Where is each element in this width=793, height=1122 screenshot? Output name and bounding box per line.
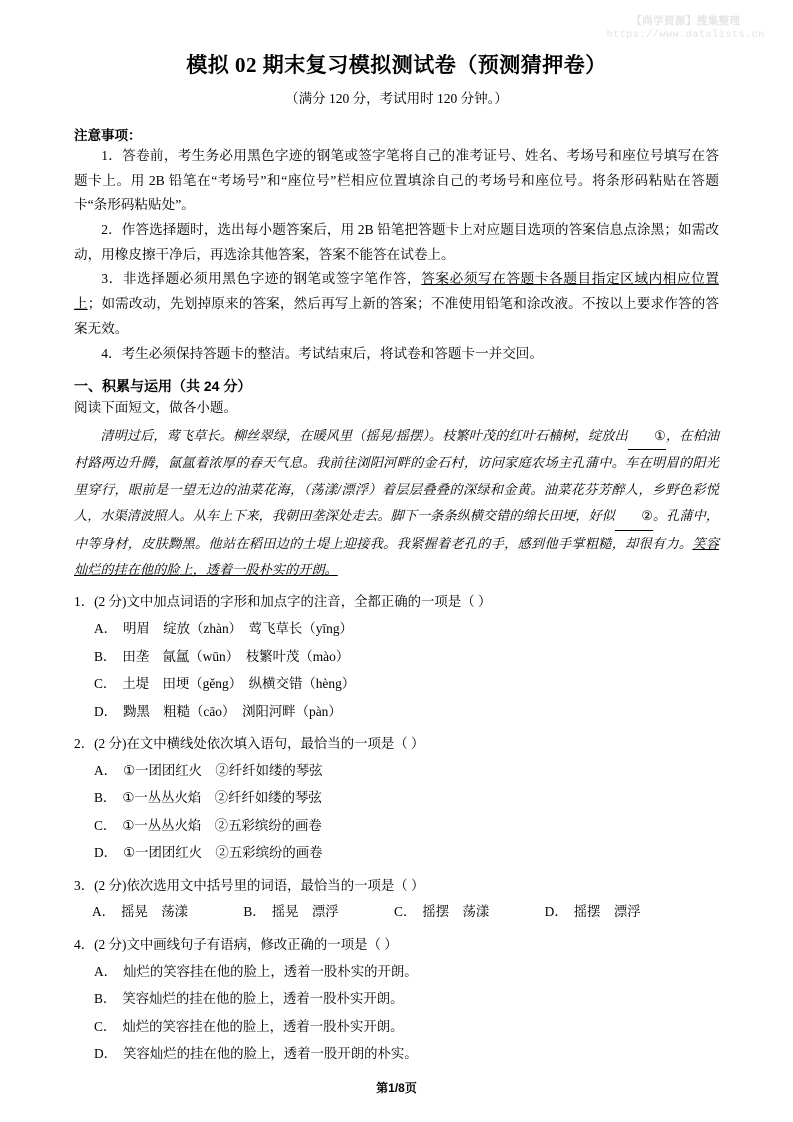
passage-blank-2: ② <box>615 503 653 530</box>
option-2-a-label: A． <box>94 762 118 778</box>
option-3-d-text: 摇摆 漂浮 <box>573 904 641 920</box>
option-2-b-text: ①一丛丛火焰 ②纤纤如缕的琴弦 <box>122 790 322 806</box>
option-2-d-label: D． <box>94 845 118 861</box>
option-4-a-label: A． <box>94 963 118 979</box>
option-3-d[interactable] <box>527 898 641 925</box>
section-lead-in: 阅读下面短文，做各小题。 <box>74 400 238 416</box>
question-4-score: (2 分) <box>94 936 127 952</box>
option-3-a-label: A． <box>92 904 116 920</box>
option-3-c-text: 摇摆 荡漾 <box>422 904 490 920</box>
question-1-stem <box>74 590 719 615</box>
option-1-b-label: B． <box>94 648 117 664</box>
notice-item-3-pre: 3．非选择题必须用黑色字迹的钢笔或签字笔作答， <box>101 271 422 287</box>
option-4-b-text: 笑容灿烂的挂在他的脸上，透着一股朴实开朗。 <box>122 991 404 1007</box>
option-3-b[interactable] <box>225 898 338 925</box>
question-2-score: (2 分) <box>94 735 127 751</box>
question-2-options <box>74 757 719 867</box>
option-4-d[interactable] <box>74 1040 719 1067</box>
passage-part-1: 清明过后，莺飞草长。柳丝翠绿，在暖风里（摇晃/摇摆）。枝繁叶茂的红叶石楠树，绽放出 <box>100 427 628 443</box>
option-1-c[interactable] <box>74 670 719 697</box>
question-3-text: 依次选用文中括号里的词语，最恰当的一项是（ ） <box>126 877 425 893</box>
option-2-c[interactable] <box>74 812 404 839</box>
question-2-stem <box>74 732 719 757</box>
option-1-b[interactable] <box>74 643 719 670</box>
option-4-a-text: 灿烂的笑容挂在他的脸上，透着一股朴实的开朗。 <box>123 963 418 979</box>
question-4-options <box>74 958 719 1068</box>
option-4-b[interactable] <box>74 985 719 1012</box>
page-title: 模拟 02 期末复习模拟测试卷（预测猜押卷） <box>186 53 607 77</box>
question-1-number: 1． <box>74 594 95 610</box>
option-1-a-text: 明眉 绽放（zhàn） 莺飞草长（yīng） <box>123 621 353 637</box>
option-4-d-label: D． <box>94 1046 118 1062</box>
option-2-b-label: B． <box>94 790 117 806</box>
question-4 <box>74 933 719 1068</box>
watermark-url: https://www.datalists.cn <box>606 30 765 42</box>
option-1-c-text: 土堤 田埂（gěng） 纵横交错（hèng） <box>122 676 356 692</box>
question-3-options <box>74 898 719 925</box>
question-1-text: 文中加点词语的字形和加点字的注音，全都正确的一项是（ ） <box>126 594 492 610</box>
question-3-stem <box>74 874 719 899</box>
passage-part-2: ，在柏油村路两边升腾，氤氲着浓厚的春天气息。我前往浏阳河畔的金石村，访问家庭农场主孔蒲中。车在明眉的阳光里穿行，眼前是一望无边的油菜花海，（荡漾/漂浮）着层层叠叠的深绿和金黄。油菜花芬芳醉人，乡野色彩悦人，水渠清波照人。从车上下来，我朝田垄深处走去。脚下一条条纵横交错的绵长田埂，好似 <box>74 427 720 524</box>
option-1-d-text: 黝黑 粗糙（cāo） 浏阳河畔（pàn） <box>123 703 342 719</box>
watermark-source-label: 【尚学资源】搜集整理 <box>631 15 741 27</box>
notice-item-4: 4．考生必须保持答题卡的整洁。考试结束后，将试卷和答题卡一并交回。 <box>101 345 543 361</box>
option-1-d-label: D． <box>94 703 118 719</box>
passage-underlined-sentence: 笑容灿烂的挂在他的脸上，透着一股朴实的开朗。 <box>74 535 720 577</box>
option-3-b-text: 摇晃 漂浮 <box>271 904 339 920</box>
option-1-d[interactable] <box>74 698 719 725</box>
passage-blank-1: ① <box>628 423 666 450</box>
option-2-c-text: ①一丛丛火焰 ②五彩缤纷的画卷 <box>122 817 322 833</box>
notice-item-3 <box>74 267 719 341</box>
document-content <box>74 0 719 1068</box>
option-3-c-label: C． <box>394 904 417 920</box>
question-4-number: 4． <box>74 936 95 952</box>
option-2-a-text: ①一团团红火 ②纤纤如缕的琴弦 <box>123 762 323 778</box>
option-3-a-text: 摇晃 荡漾 <box>121 904 189 920</box>
question-3 <box>74 874 719 926</box>
option-3-a[interactable] <box>74 898 188 925</box>
question-2-number: 2． <box>74 735 95 751</box>
question-2 <box>74 732 719 867</box>
question-1 <box>74 590 719 725</box>
option-2-c-label: C． <box>94 817 117 833</box>
notice-item-3-underlined: 答案必须写在答题卡各题目指定区域内相应位置上 <box>74 271 720 312</box>
notice-item-2: 2．作答选择题时，选出每小题答案后，用 2B 铅笔把答题卡上对应题目选项的答案信息点涂黑；如需改动，用橡皮擦干净后，再选涂其他答案，答案不能答在试卷上。 <box>74 222 719 262</box>
question-3-score: (2 分) <box>94 877 127 893</box>
option-3-d-label: D． <box>544 904 568 920</box>
option-1-a-label: A． <box>94 621 118 637</box>
question-1-options <box>74 615 719 725</box>
page-footer: 第1/8页 <box>376 1081 417 1095</box>
option-1-c-label: C． <box>94 676 117 692</box>
question-4-stem <box>74 933 719 958</box>
option-1-b-text: 田垄 氤氲（wūn） 枝繁叶茂（mào） <box>122 648 350 664</box>
question-2-text: 在文中横线处依次填入语句，最恰当的一项是（ ） <box>126 735 425 751</box>
option-4-c-label: C． <box>94 1018 117 1034</box>
option-4-c-text: 灿烂的笑容挂在他的脸上，透着一股朴实开朗。 <box>122 1018 404 1034</box>
option-3-b-label: B． <box>243 904 266 920</box>
option-2-d[interactable] <box>74 839 404 866</box>
option-2-b[interactable] <box>74 784 404 811</box>
section-heading: 一、积累与运用（共 24 分） <box>74 378 252 395</box>
reading-passage <box>74 423 719 583</box>
option-4-a[interactable] <box>74 958 719 985</box>
notice-item-1: 1．答卷前，考生务必用黑色字迹的钢笔或签字笔将自己的准考证号、姓名、考场号和座位号填写在答题卡上。用 2B 铅笔在“考场号”和“座位号”栏相应位置填涂自己的考场号和座位号。将条形码粘贴在答题卡“条形码粘贴处”。 <box>74 147 719 213</box>
passage-part-3: 。孔蒲中，中等身材，皮肤黝黑。他站在稻田边的土堤上迎接我。我紧握着老孔的手，感到他手掌粗糙，却很有力。 <box>74 508 720 551</box>
option-3-c[interactable] <box>376 898 489 925</box>
option-4-c[interactable] <box>74 1013 719 1040</box>
exam-subtitle: （满分 120 分，考试用时 120 分钟。） <box>285 91 508 107</box>
option-4-d-text: 笑容灿烂的挂在他的脸上，透着一股开朗的朴实。 <box>123 1046 418 1062</box>
option-2-d-text: ①一团团红火 ②五彩缤纷的画卷 <box>123 845 323 861</box>
option-1-a[interactable] <box>74 615 719 642</box>
notice-heading: 注意事项： <box>74 127 142 143</box>
question-3-number: 3． <box>74 877 95 893</box>
question-1-score: (2 分) <box>94 594 127 610</box>
option-2-a[interactable] <box>74 757 404 784</box>
notice-item-3-post: ；如需改动，先划掉原来的答案，然后再写上新的答案；不准使用铅笔和涂改液。不按以上要求作答的答案无效。 <box>74 296 720 336</box>
question-4-text: 文中画线句子有语病，修改正确的一项是（ ） <box>126 936 398 952</box>
option-4-b-label: B． <box>94 991 117 1007</box>
